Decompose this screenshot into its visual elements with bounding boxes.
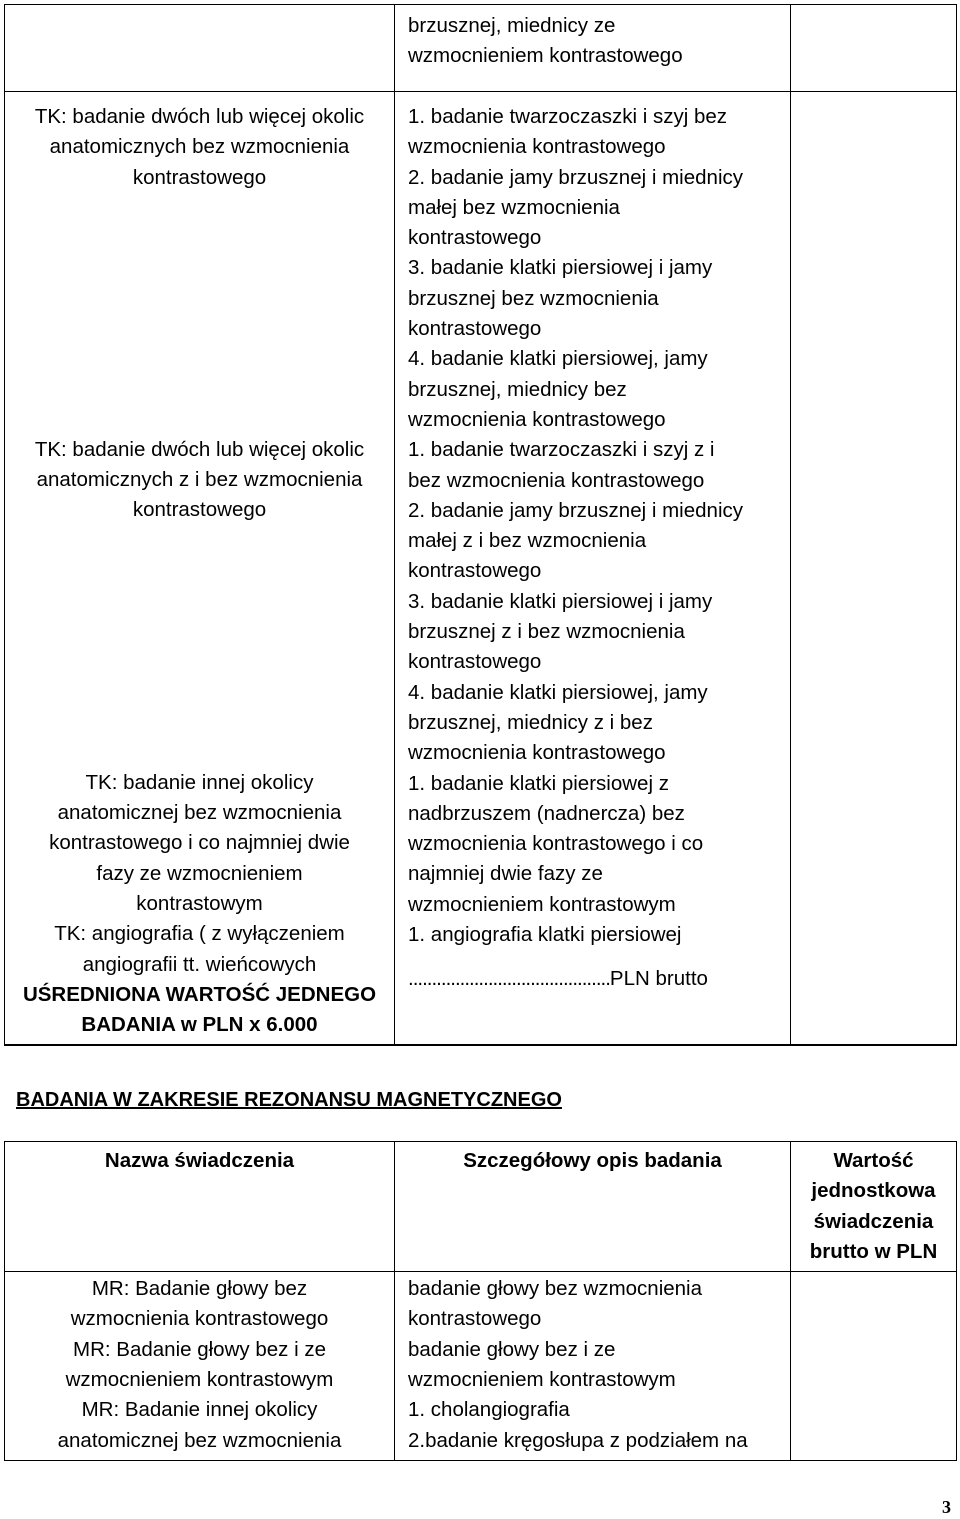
name-line: kontrastowego — [132, 498, 267, 522]
desc-line: brzusznej z i bez wzmocnienia — [408, 620, 685, 644]
desc-line: wzmocnieniem kontrastowym — [408, 892, 676, 916]
desc-line: brzusznej, miednicy z i bez — [408, 710, 653, 734]
page-number: 3 — [942, 1497, 951, 1517]
name-line: wzmocnieniem kontrastowym — [65, 1368, 334, 1392]
desc-line: kontrastowego — [408, 1307, 542, 1331]
name-line: TK: badanie dwóch lub więcej okolic — [34, 105, 365, 128]
name-line: anatomicznej bez wzmocnienia — [57, 1428, 342, 1452]
name-line: TK: badanie dwóch lub więcej okolic — [34, 437, 365, 461]
table-row — [5, 92, 957, 1045]
desc-line: 1. badanie klatki piersiowej z — [408, 771, 669, 795]
desc-line: 2. badanie jamy brzusznej i miednicy — [408, 165, 743, 189]
desc-line: kontrastowego — [408, 317, 542, 341]
name-cell — [5, 5, 395, 92]
name-line: kontrastowego — [132, 165, 267, 189]
desc-line: brzusznej, miednicy bez — [408, 377, 627, 401]
name-line: kontrastowego i co najmniej dwie — [49, 831, 350, 855]
desc-line: małej z i bez wzmocnienia — [408, 529, 647, 553]
header-label: brutto w PLN — [809, 1239, 938, 1263]
header-value — [791, 1142, 957, 1272]
name-line: angiografii tt. wieńcowych — [82, 952, 317, 976]
desc-line: 2.badanie kręgosłupa z podziałem na — [408, 1428, 748, 1452]
desc-cell — [395, 1272, 791, 1461]
header-name — [5, 1142, 395, 1272]
desc-line: wzmocnienia kontrastowego i co — [408, 832, 704, 856]
desc-line: wzmocnienia kontrastowego — [408, 741, 666, 765]
desc-line: najmniej dwie fazy ze — [408, 862, 603, 886]
desc-line: badanie głowy bez i ze — [408, 1337, 616, 1361]
value-cell — [791, 92, 957, 1045]
desc-line: 3. badanie klatki piersiowej i jamy — [408, 256, 713, 280]
desc-line: kontrastowego — [408, 226, 542, 250]
desc-line: wzmocnieniem kontrastowego — [408, 44, 683, 68]
ct-pricing-table — [4, 4, 957, 1046]
name-line: anatomicznych bez wzmocnienia — [49, 135, 350, 159]
table-row — [5, 1045, 957, 1046]
price-unit: PLN brutto — [609, 967, 708, 991]
desc-line: 4. badanie klatki piersiowej, jamy — [408, 347, 708, 371]
desc-line: bez wzmocnienia kontrastowego — [408, 468, 705, 492]
desc-line: kontrastowego — [408, 650, 542, 674]
header-label: jednostkowa — [811, 1179, 936, 1203]
name-line: wzmocnienia kontrastowego — [70, 1307, 329, 1331]
value-cell — [791, 1272, 957, 1461]
average-value-label: BADANIA w PLN x 6.000 — [81, 1013, 318, 1037]
desc-line: wzmocnieniem kontrastowym — [408, 1368, 676, 1392]
table-row — [5, 5, 957, 92]
name-line: TK: badanie innej okolicy — [85, 770, 314, 794]
average-value-label: UŚREDNIONA WARTOŚĆ JEDNEGO — [22, 982, 377, 1006]
header-label: świadczenia — [813, 1209, 934, 1233]
desc-line: brzusznej bez wzmocnienia — [408, 286, 659, 310]
name-line: TK: angiografia ( z wyłączeniem — [54, 922, 345, 946]
desc-line: badanie głowy bez wzmocnienia — [408, 1277, 703, 1301]
price-dots: ........................................... — [408, 967, 610, 991]
desc-cell — [395, 5, 791, 92]
name-line: MR: Badanie innej okolicy — [81, 1398, 318, 1422]
name-line: anatomicznych z i bez wzmocnienia — [36, 468, 363, 492]
name-line: kontrastowym — [136, 891, 263, 915]
header-label: Wartość — [833, 1149, 914, 1172]
header-row — [5, 1142, 957, 1272]
name-cell — [5, 1045, 395, 1046]
desc-line: 1. badanie twarzoczaszki i szyj bez — [408, 105, 728, 128]
price-field — [408, 964, 786, 994]
header-label: Szczegółowy opis badania — [463, 1149, 722, 1172]
value-cell — [791, 5, 957, 92]
header-desc — [395, 1142, 791, 1272]
desc-line: 1. badanie twarzoczaszki i szyj z i — [408, 438, 715, 462]
value-cell — [791, 1045, 957, 1046]
desc-cell — [395, 92, 791, 1045]
desc-line: 2. badanie jamy brzusznej i miednicy — [408, 498, 743, 522]
name-line: anatomicznej bez wzmocnienia — [57, 801, 342, 825]
desc-line: 4. badanie klatki piersiowej, jamy — [408, 680, 708, 704]
desc-line: 1. angiografia klatki piersiowej — [408, 923, 682, 947]
header-label: Nazwa świadczenia — [104, 1149, 295, 1172]
desc-line: wzmocnienia kontrastowego — [408, 135, 666, 159]
name-cell — [5, 1272, 395, 1461]
mr-pricing-table — [4, 1141, 957, 1461]
name-line: fazy ze wzmocnieniem — [96, 861, 303, 885]
section-title: BADANIA W ZAKRESIE REZONANSU MAGNETYCZNEGO — [16, 1089, 562, 1111]
name-line: MR: Badanie głowy bez — [91, 1277, 308, 1301]
desc-line: kontrastowego — [408, 559, 542, 583]
desc-line: 3. badanie klatki piersiowej i jamy — [408, 589, 713, 613]
name-line: MR: Badanie głowy bez i ze — [73, 1337, 326, 1361]
table-row — [5, 1272, 957, 1461]
desc-line: brzusznej, miednicy ze — [408, 14, 616, 37]
desc-line: nadbrzuszem (nadnercza) bez — [408, 801, 685, 825]
name-cell — [5, 92, 395, 1045]
desc-cell — [395, 1045, 791, 1046]
desc-line: małej bez wzmocnienia — [408, 195, 620, 219]
desc-line: wzmocnienia kontrastowego — [408, 407, 666, 431]
desc-line: 1. cholangiografia — [408, 1398, 570, 1422]
